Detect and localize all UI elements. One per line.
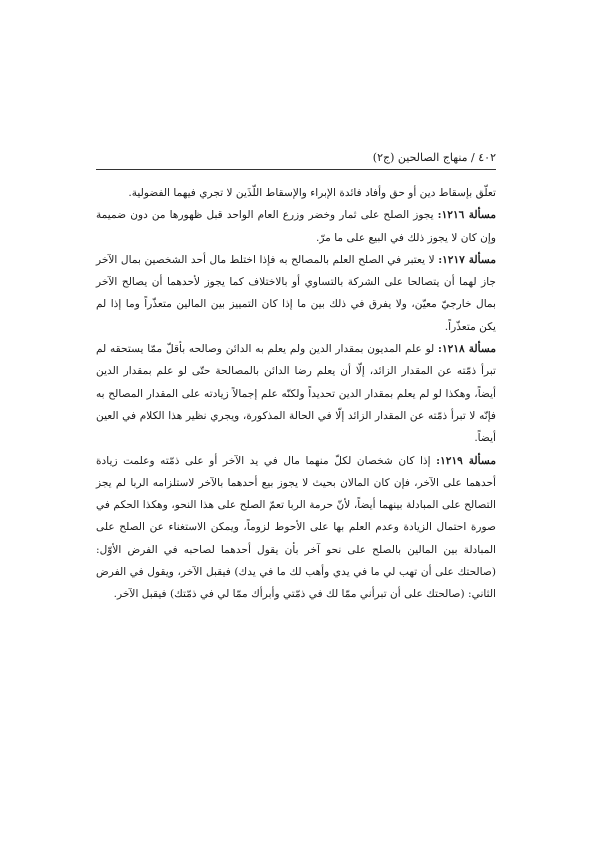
issue-1218 <box>96 338 496 449</box>
issue-label: مسألة ١٢١٨: <box>438 343 497 356</box>
paragraph-continuation <box>96 182 496 204</box>
issue-label: مسألة ١٢١٩: <box>436 454 496 467</box>
running-title: ٤٠٢ / منهاج الصالحين (ج٢) <box>372 151 496 164</box>
issue-label: مسألة ١٢١٧: <box>438 253 497 266</box>
paragraph-text: يجوز الصلح على ثمار وخضر وزرع العام الواحد قبل ظهورها من دون ضميمة وإن كان لا يجوز ذلك في البيع على ما مرّ. <box>96 209 496 244</box>
issue-1217 <box>96 249 496 338</box>
paragraph-text: لا يعتبر في الصلح العلم بالمصالح به فإذا اختلط مال أحد الشخصين بمال الآخر جاز لهما أن يتصالحا على الشركة بالتساوي أو بالاختلاف كما يجوز لأحدهما أن يصالح الآخر بمال خارجيّ معيّن، ولا يفرق في ذلك بين ما إذا كان التمييز بين المالين متعذّراً وما إذا لم يكن متعذّراً. <box>96 253 496 333</box>
page-header <box>96 150 496 170</box>
issue-1216 <box>96 204 496 249</box>
page-body <box>96 182 496 606</box>
paragraph-text: إذا كان شخصان لكلّ منهما مال في يد الآخر أو على ذمّته وعلمت زيادة أحدهما على الآخر، فإن كان المالان بحيث لا يجوز بيع أحدهما بالآخر لاستلزامه الربا لم يجز التصالح على المبادلة بينهما أيضاً، لأنّ حرمة الربا تعمّ الصلح على هذا النحو، وهكذا الحكم في صورة احتمال الزيادة وعدم العلم بها على الأحوط لزوماً، ويمكن الاستغناء عن الصلح على المبادلة بين المالين بالصلح على نحو آخر بأن يقول أحدهما لصاحبه في الفرض الأوّل: (صالحتك على أن تهب لي ما في يدي وأهب لك ما في يدك) فيقبل الآخر، ويقول في الفرض الثاني: (صالحتك على أن تبرأني ممّا لك في ذمّتي وأبرأك ممّا لي في ذمّتك) فيقبل الآخر. <box>96 454 496 601</box>
paragraph-text: تعلّق بإسقاط دين أو حق وأفاد فائدة الإبراء والإسقاط اللّذَين لا تجري فيهما الفضولية. <box>128 187 496 199</box>
issue-label: مسألة ١٢١٦: <box>437 209 496 222</box>
paragraph-text: لو علم المديون بمقدار الدين ولم يعلم به الدائن وصالحه بأقلّ ممّا يستحقه لم تبرأ ذمّته عن المقدار الزائد، إلّا أن يعلم رضا الدائن بالمصالحة حتّى لو علم بمقدار الدين أيضاً، وهكذا لو لم يعلم بمقدار الدين تحديداً ولكنّه علم إجمالاً زيادته على المقدار المصالح به فإنّه لا تبرأ ذمّته عن المقدار الزائد إلّا في الحالة المذكورة، ويجري نظير هذا الكلام في العين أيضاً. <box>96 343 496 445</box>
issue-1219 <box>96 450 496 606</box>
